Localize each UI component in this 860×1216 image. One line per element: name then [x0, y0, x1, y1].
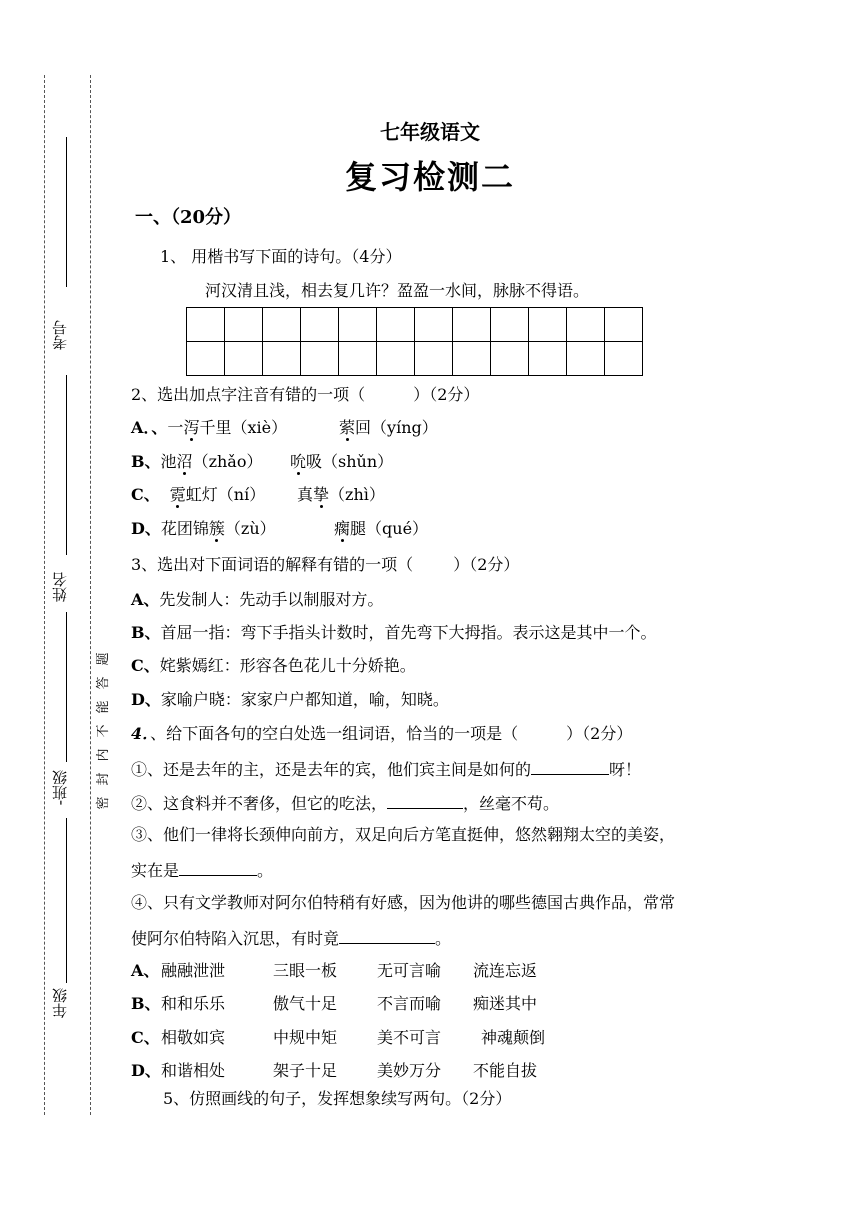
dotted-char: 簇 — [208, 519, 225, 538]
q4-sentence-1 — [131, 758, 641, 780]
seal-char: 内 — [96, 748, 111, 762]
grid-cell[interactable] — [605, 342, 643, 376]
class-underline-top — [66, 612, 67, 762]
grid-cell[interactable] — [301, 342, 339, 376]
option-word: 相敬如宾 — [161, 1028, 226, 1047]
word-text: 吸 — [306, 452, 323, 471]
q4-sentence-3-line1: ③、他们一律将长颈伸向前方，双足向后方笔直挺伸，悠然翱翔太空的美姿， — [131, 825, 676, 844]
seal-notice — [96, 652, 112, 810]
dotted-char: 瘸 — [334, 519, 351, 538]
q3-option-d[interactable] — [131, 690, 449, 710]
grid-cell[interactable] — [377, 342, 415, 376]
q4-prompt — [131, 724, 632, 744]
q4-prompt-before: 、给下面各句的空白处选一组词语，恰当的一项是（ — [150, 724, 519, 743]
pinyin: （zù） — [224, 519, 276, 538]
name-underline-top — [66, 375, 67, 555]
grid-cell[interactable] — [263, 308, 301, 342]
fill-blank[interactable] — [179, 859, 257, 876]
option-label: B、 — [131, 994, 161, 1013]
grid-cell[interactable] — [263, 342, 301, 376]
option-label: B、 — [131, 623, 161, 642]
option-label: C、 — [131, 485, 160, 504]
option-word: 不能自拔 — [473, 1061, 538, 1080]
pinyin: （ní） — [217, 485, 266, 504]
q3-prompt-after: ）（2分） — [453, 555, 520, 574]
grid-cell[interactable] — [339, 342, 377, 376]
seal-char: 能 — [96, 700, 111, 714]
word-text: 回 — [355, 418, 372, 437]
option-text: 姹紫嫣红：形容各色花儿十分娇艳。 — [159, 656, 416, 675]
sentence-text: 。 — [435, 929, 452, 948]
word-text: 一 — [167, 418, 184, 437]
seal-char: 密 — [96, 796, 111, 810]
option-word: 无可言喻 — [377, 961, 442, 980]
fill-blank[interactable] — [531, 758, 609, 775]
grid-cell[interactable] — [453, 308, 491, 342]
q4-sentence-4-line2 — [131, 927, 451, 949]
name-label: 姓名 — [51, 572, 69, 602]
grid-cell[interactable] — [377, 308, 415, 342]
pinyin: （shǔn） — [322, 452, 394, 471]
option-label: A．、 — [131, 418, 168, 437]
option-text: 先发制人：先动手以制服对方。 — [159, 590, 384, 609]
grid-cell[interactable] — [415, 342, 453, 376]
q2-option-c-word2 — [297, 485, 385, 505]
q2-prompt — [131, 385, 479, 405]
q3-prompt-before: 3、选出对下面词语的解释有错的一项（ — [131, 555, 414, 574]
option-word: 和和乐乐 — [161, 994, 226, 1013]
grid-cell[interactable] — [225, 308, 263, 342]
q4-prompt-after: ）（2分） — [566, 724, 633, 743]
option-word: 美不可言 — [377, 1028, 442, 1047]
q3-prompt — [131, 555, 519, 575]
q3-option-b[interactable] — [131, 623, 657, 643]
option-label: B、 — [131, 452, 161, 471]
pinyin: （zhì） — [329, 485, 385, 504]
option-word: 架子十足 — [273, 1061, 338, 1080]
option-word: 神魂颠倒 — [481, 1028, 546, 1047]
pinyin: （yíng） — [371, 418, 438, 437]
seal-char: 封 — [96, 772, 111, 786]
option-label: A、 — [131, 590, 160, 609]
dotted-char: 挚 — [313, 485, 330, 504]
option-label: D、 — [131, 690, 161, 709]
q1-poem: 河汉清且浅，相去复几许？盈盈一水间，脉脉不得语。 — [205, 281, 590, 300]
word-text: 花团锦 — [160, 519, 209, 538]
dotted-char: 萦 — [339, 418, 356, 437]
option-word: 中规中矩 — [273, 1028, 338, 1047]
q4-sentence-3-line2 — [131, 859, 273, 881]
q2-option-b-word2 — [290, 452, 393, 472]
word-text: 虹灯 — [185, 485, 218, 504]
section-heading: 一、（20分） — [135, 207, 242, 228]
option-text: 首屈一指：弯下手指头计数时，首先弯下大拇指。表示这是其中一个。 — [160, 623, 657, 642]
sentence-text: ，丝毫不苟。 — [463, 794, 560, 813]
word-text: 腿 — [350, 519, 367, 538]
grade-underline-top — [66, 818, 67, 983]
q3-option-a[interactable] — [131, 590, 383, 610]
seal-char: 不 — [96, 724, 111, 738]
grid-row — [187, 342, 643, 376]
main-title: 复习检测二 — [344, 158, 515, 196]
word-text: 千里 — [199, 418, 232, 437]
grid-cell[interactable] — [415, 308, 453, 342]
q4-number: 4． — [131, 724, 151, 743]
q3-option-c[interactable] — [131, 656, 416, 676]
option-label: A、 — [131, 961, 160, 980]
q4-sentence-4-line1: ④、只有文学教师对阿尔伯特稍有好感，因为他讲的哪些德国古典作品，常常 — [131, 893, 676, 912]
option-word: 美妙万分 — [377, 1061, 442, 1080]
word-text: 真 — [297, 485, 314, 504]
grid-cell[interactable] — [491, 308, 529, 342]
dotted-char: 吮 — [290, 452, 307, 471]
option-word: 和谐相处 — [161, 1061, 226, 1080]
grid-cell[interactable] — [301, 308, 339, 342]
option-label: C、 — [131, 1028, 160, 1047]
q5-prompt: 5、仿照画线的句子，发挥想象续写两句。（2分） — [163, 1089, 512, 1108]
grid-cell[interactable] — [529, 342, 567, 376]
dotted-char: 霓 — [169, 485, 186, 504]
option-word: 三眼一板 — [273, 961, 338, 980]
grid-cell[interactable] — [339, 308, 377, 342]
pinyin: （zhǎo） — [192, 452, 263, 471]
grid-cell[interactable] — [567, 308, 605, 342]
grid-cell[interactable] — [453, 342, 491, 376]
q2-option-a-word2 — [339, 418, 438, 438]
seal-char: 答 — [96, 676, 111, 690]
grid-cell[interactable] — [491, 342, 529, 376]
sentence-text: ②、这食料并不奢侈，但它的吃法， — [131, 794, 388, 813]
pinyin: （qué） — [366, 519, 429, 538]
fill-blank[interactable] — [339, 927, 435, 944]
dotted-char: 沼 — [176, 452, 193, 471]
q4-sentence-2 — [131, 792, 559, 814]
q2-option-d-word2 — [334, 519, 428, 539]
dotted-char: 泻 — [183, 418, 200, 437]
grid-cell[interactable] — [605, 308, 643, 342]
word-text: 池 — [160, 452, 177, 471]
option-word: 融融泄泄 — [161, 961, 226, 980]
q2-option-b[interactable] — [131, 452, 262, 472]
binding-dashed-line-outer — [44, 75, 45, 1115]
sentence-text: 使阿尔伯特陷入沉思，有时竟 — [131, 929, 340, 948]
grid-cell[interactable] — [187, 308, 225, 342]
option-text: 家喻户晓：家家户户都知道，喻，知晓。 — [160, 690, 449, 709]
grid-cell[interactable] — [187, 342, 225, 376]
grid-cell[interactable] — [225, 342, 263, 376]
option-word: 傲气十足 — [273, 994, 338, 1013]
pinyin: （xiè） — [231, 418, 288, 437]
option-label: D、 — [131, 1061, 161, 1080]
writing-grid[interactable] — [186, 307, 643, 376]
option-label: C、 — [131, 656, 160, 675]
sentence-text: 。 — [257, 861, 274, 880]
option-word: 痴迷其中 — [473, 994, 538, 1013]
subject-title: 七年级语文 — [380, 120, 480, 144]
grid-row — [187, 308, 643, 342]
grid-cell[interactable] — [567, 342, 605, 376]
fill-blank[interactable] — [387, 792, 463, 809]
exam-number-label: 考号 — [51, 320, 69, 350]
grade-label: 年级 — [51, 988, 69, 1018]
sentence-text: 呀！ — [609, 760, 642, 779]
class-label: -班级 — [51, 770, 69, 806]
q2-option-c[interactable] — [131, 485, 265, 505]
q2-prompt-before: 2、选出加点字注音有错的一项（ — [131, 385, 366, 404]
q2-option-a[interactable] — [131, 418, 287, 438]
binding-dashed-line-inner — [90, 75, 91, 1115]
sentence-text: 实在是 — [131, 861, 180, 880]
option-word: 流连忘返 — [473, 961, 538, 980]
sentence-text: ①、还是去年的主，还是去年的宾，他们宾主间是如何的 — [131, 760, 532, 779]
q1-prompt: 1、 用楷书写下面的诗句。（4分） — [160, 247, 402, 266]
q2-prompt-after: ）（2分） — [413, 385, 480, 404]
q2-option-d[interactable] — [131, 519, 276, 539]
seal-char: 题 — [96, 652, 111, 666]
grid-cell[interactable] — [529, 308, 567, 342]
option-word: 不言而喻 — [377, 994, 442, 1013]
option-label: D、 — [131, 519, 161, 538]
